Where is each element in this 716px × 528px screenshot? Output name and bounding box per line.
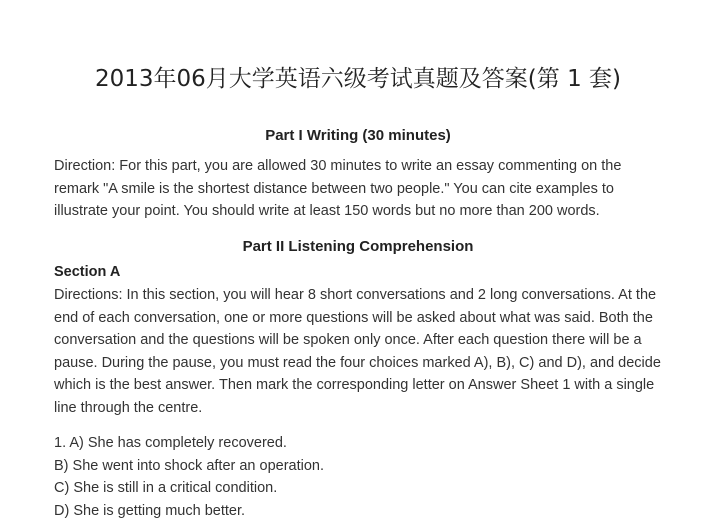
section-a-directions: Directions: In this section, you will hear 8 short conversations and 2 long conversations. At the end of each conversation, one or more questions will be asked about what was said. Both the conversation and the questions will be spoken only once. After each question there will be a pause. During the pause, you must read the four choices marked A), B), C) and D), and decide which is the best answer. Then mark the corresponding letter on Answer Sheet 1 with a single line through the centre.	[54, 287, 661, 416]
section-a-label: Section A	[54, 264, 121, 280]
question-1-option-a: 1. A) She has completely recovered.	[54, 435, 287, 451]
part1-direction: Direction: For this part, you are allowed 30 minutes to write an essay commenting on the remark "A smile is the shortest distance between two people." You can cite examples to illustrate your point. You should write at least 150 words but no more than 200 words.	[54, 158, 622, 220]
document-title: 2013年06月大学英语六级考试真题及答案(第 1 套)	[94, 66, 621, 92]
question-1-option-d: D) She is getting much better.	[54, 502, 246, 519]
question-1-options	[54, 432, 324, 522]
question-1-option-c: C) She is still in a critical condition.	[54, 480, 278, 497]
part1-heading: Part I Writing (30 minutes)	[265, 127, 451, 144]
question-1-option-b: B) She went into shock after an operation.	[54, 457, 325, 474]
part2-heading: Part II Listening Comprehension	[242, 238, 474, 255]
